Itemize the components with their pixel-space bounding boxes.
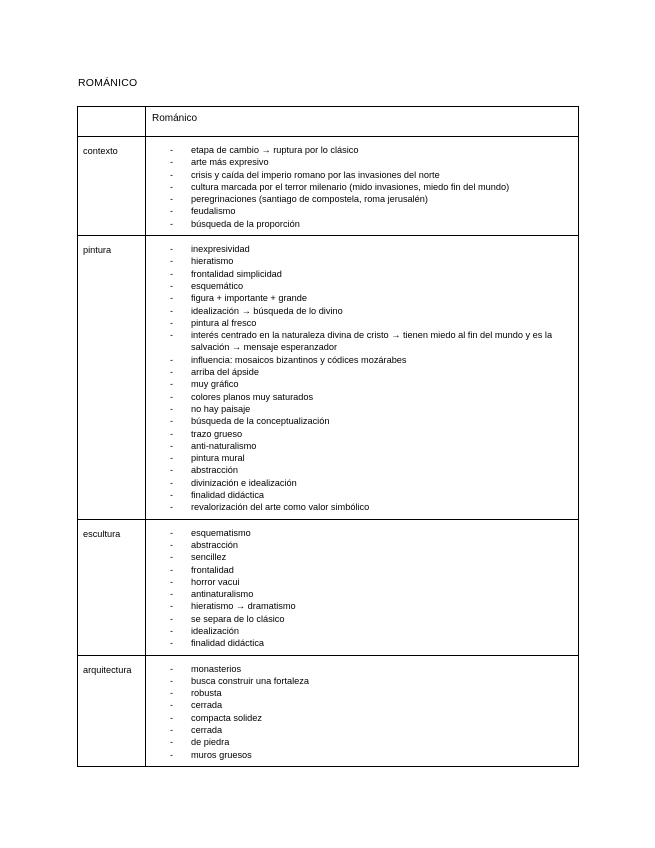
list-item: - figura + importante + grande (146, 292, 574, 304)
list-item: - finalidad didáctica (146, 489, 574, 501)
list-item: - colores planos muy saturados (146, 391, 574, 403)
list-item: - antinaturalismo (146, 588, 574, 600)
row-items-cell (146, 137, 579, 236)
row-items-cell (146, 519, 579, 655)
bullet-list (146, 527, 574, 650)
list-item: - horror vacui (146, 576, 574, 588)
list-item: - robusta (146, 687, 574, 699)
list-item: - abstracción (146, 464, 574, 476)
list-item: - revalorización del arte como valor simbólico (146, 501, 574, 513)
bullet-list (146, 663, 574, 761)
list-item: - etapa de cambio → ruptura por lo clásico (146, 144, 574, 156)
table-row (78, 519, 579, 655)
list-item: - pintura al fresco (146, 317, 574, 329)
list-item: - idealización → búsqueda de lo divino (146, 305, 574, 317)
list-item: - compacta solidez (146, 712, 574, 724)
list-item: - búsqueda de la conceptualización (146, 415, 574, 427)
table-row (78, 655, 579, 766)
list-item: - frontalidad simplicidad (146, 268, 574, 280)
list-item: - se separa de lo clásico (146, 613, 574, 625)
list-item: - inexpresividad (146, 243, 574, 255)
list-item: - muros gruesos (146, 749, 574, 761)
list-item: - muy gráfico (146, 378, 574, 390)
table-row (78, 137, 579, 236)
list-item: - sencillez (146, 551, 574, 563)
list-item: - abstracción (146, 539, 574, 551)
table-body (78, 137, 579, 767)
list-item: - anti-naturalismo (146, 440, 574, 452)
list-item: - esquematismo (146, 527, 574, 539)
list-item: - busca construir una fortaleza (146, 675, 574, 687)
row-label: pintura (78, 236, 146, 520)
row-items-cell (146, 655, 579, 766)
table-header-row (78, 107, 579, 137)
list-item: - interés centrado en la naturaleza divina de cristo → tienen miedo al fin del mundo y es la salvación → mensaje esperanzador (146, 329, 574, 354)
header-romanico: Románico (146, 107, 579, 137)
list-item: - cerrada (146, 699, 574, 711)
row-label: contexto (78, 137, 146, 236)
list-item: - peregrinaciones (santiago de compostela, roma jerusalén) (146, 193, 574, 205)
list-item: - búsqueda de la proporción (146, 218, 574, 230)
bullet-list (146, 144, 574, 230)
row-label: arquitectura (78, 655, 146, 766)
list-item: - de piedra (146, 736, 574, 748)
table-row (78, 236, 579, 520)
header-left-cell (78, 107, 146, 137)
list-item: - divinización e idealización (146, 477, 574, 489)
row-items-cell (146, 236, 579, 520)
bullet-list (146, 243, 574, 514)
list-item: - arte más expresivo (146, 156, 574, 168)
list-item: - hieratismo (146, 255, 574, 267)
romanico-table (77, 106, 579, 767)
row-label: escultura (78, 519, 146, 655)
list-item: - influencia: mosaicos bizantinos y códices mozárabes (146, 354, 574, 366)
list-item: - hieratismo → dramatismo (146, 600, 574, 612)
list-item: - cerrada (146, 724, 574, 736)
list-item: - monasterios (146, 663, 574, 675)
page-title: ROMÁNICO (78, 77, 138, 89)
list-item: - finalidad didáctica (146, 637, 574, 649)
list-item: - pintura mural (146, 452, 574, 464)
list-item: - crisis y caída del imperio romano por las invasiones del norte (146, 169, 574, 181)
list-item: - frontalidad (146, 564, 574, 576)
list-item: - feudalismo (146, 205, 574, 217)
list-item: - arriba del ápside (146, 366, 574, 378)
list-item: - no hay paisaje (146, 403, 574, 415)
list-item: - idealización (146, 625, 574, 637)
list-item: - trazo grueso (146, 428, 574, 440)
list-item: - esquemático (146, 280, 574, 292)
list-item: - cultura marcada por el terror milenario (mido invasiones, miedo fin del mundo) (146, 181, 574, 193)
